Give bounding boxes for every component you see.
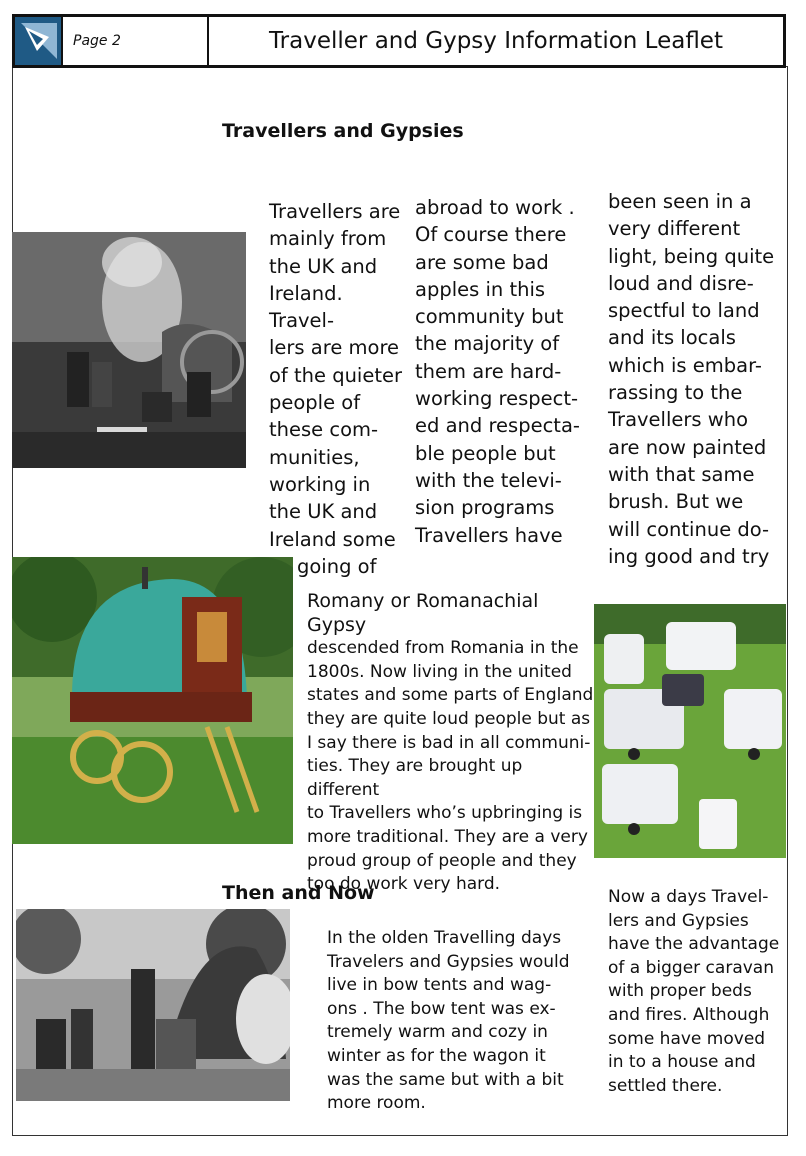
bow-tent-photo bbox=[16, 909, 290, 1101]
text-column-2: abroad to work . Of course there are some bad apples in this community but the majority of them are hard- working respect- ed and respecta- ble people but with the televi- sion programs Travellers have bbox=[415, 196, 580, 547]
romany-paragraph: Romany or Romanachial Gypsy descended from Romania in the 1800s. Now living in the united states and some parts of England they are quite loud people but as I say there is bad in all communi- ties. They are brought up different to Travellers who’s upbringing is more traditional. They are a very proud group of people and they too do work very hard. bbox=[307, 590, 594, 895]
section-heading-then-and-now: Then and Now bbox=[222, 882, 375, 904]
leaflet-title: Traveller and Gypsy Information Leaflet bbox=[269, 28, 723, 54]
section-heading-travellers: Travellers and Gypsies bbox=[222, 120, 464, 142]
text-column-3: been seen in a very different light, being quite loud and disre- spectful to land and its locals which is embar- rassing to the Travellers who are now painted with that same brush. But we will continue do- ing good and try bbox=[608, 190, 775, 568]
campfire-photo bbox=[12, 232, 246, 468]
logo-icon bbox=[15, 17, 63, 65]
leaflet-header bbox=[12, 14, 786, 68]
gypsy-wagon-photo bbox=[12, 557, 293, 844]
logo bbox=[15, 17, 63, 65]
page-number: Page 2 bbox=[63, 17, 209, 65]
text-column-1: Travellers are mainly from the UK and Ireland. Travel- lers are more of the quieter people of these com- munities, working in the UK and Ireland some going of bbox=[269, 200, 403, 578]
now-a-days-paragraph: Now a days Travel- lers and Gypsies have the advantage of a bigger caravan with proper beds and fires. Although some have moved in to a house and settled there. bbox=[608, 887, 780, 1096]
olden-days-paragraph: In the olden Travelling days Travelers and Gypsies would live in bow tents and wag- ons . The bow tent was ex- tremely warm and cozy in winter as for the wagon it was the same but with a bit more room. bbox=[327, 928, 570, 1114]
caravans-photo bbox=[594, 604, 786, 858]
